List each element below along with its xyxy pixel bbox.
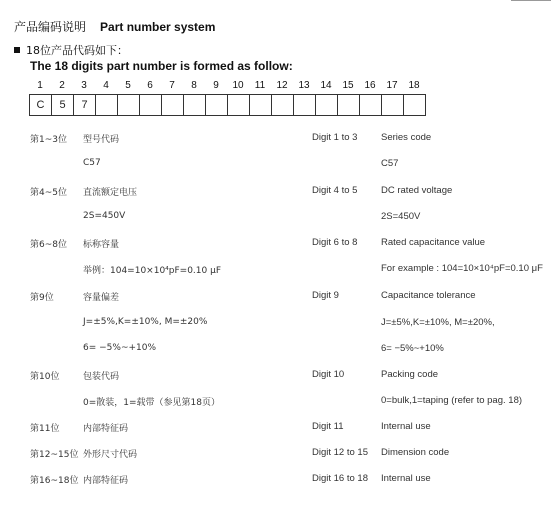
bullet-heading xyxy=(14,42,128,58)
digit-number: 1 xyxy=(37,80,43,91)
digit-cell xyxy=(338,95,360,115)
digit-cell xyxy=(140,95,162,115)
en-digit-description: Internal use xyxy=(381,473,431,484)
cn-digit-label: 第10位 xyxy=(30,372,60,382)
digit-cell xyxy=(228,95,250,115)
en-digit-value: For example : 104=10×10⁴pF=0.10 μF xyxy=(381,263,543,274)
en-digit-description: Series code xyxy=(381,132,432,143)
en-digit-label: Digit 1 to 3 xyxy=(312,132,358,143)
digit-number: 17 xyxy=(386,80,398,91)
cn-digit-label: 第11位 xyxy=(30,424,60,434)
digit-number: 8 xyxy=(191,80,197,91)
cn-digit-label: 第9位 xyxy=(30,293,54,303)
cn-digit-description: 外形尺寸代码 xyxy=(83,450,138,460)
cn-digit-description: 直流额定电压 xyxy=(83,188,138,198)
square-bullet-icon xyxy=(14,47,20,53)
digit-number: 12 xyxy=(276,80,288,91)
digit-number: 13 xyxy=(298,80,310,91)
digit-cell: C xyxy=(30,95,52,115)
en-digit-description: Capacitance tolerance xyxy=(381,290,476,301)
digit-number: 14 xyxy=(320,80,332,91)
en-digit-value: 6= −5%~+10% xyxy=(381,343,444,354)
digit-cell xyxy=(184,95,206,115)
en-digit-label: Digit 12 to 15 xyxy=(312,447,368,458)
cn-digit-value: 举例：104=10×10⁴pF=0.10 μF xyxy=(83,266,222,276)
digit-cell xyxy=(250,95,272,115)
digit-cell xyxy=(206,95,228,115)
title-en: Part number system xyxy=(100,20,216,34)
en-digit-description: Packing code xyxy=(381,369,439,380)
digit-cell xyxy=(404,95,425,115)
en-digit-label: Digit 9 xyxy=(312,290,339,301)
en-digit-label: Digit 16 to 18 xyxy=(312,473,368,484)
digit-number: 11 xyxy=(254,80,266,91)
digit-number: 16 xyxy=(364,80,376,91)
cn-digit-value: C57 xyxy=(83,158,101,168)
cn-digit-value: J=±5%,K=±10%, M=±20% xyxy=(83,317,208,327)
digit-number: 10 xyxy=(232,80,244,91)
digit-cell xyxy=(162,95,184,115)
digit-cell xyxy=(382,95,404,115)
part-number-grid xyxy=(29,94,426,116)
digit-number: 9 xyxy=(213,80,219,91)
digit-cell xyxy=(360,95,382,115)
cn-digit-value: 2S=450V xyxy=(83,211,126,221)
cn-digit-label: 第4~5位 xyxy=(30,188,67,198)
en-digit-value: 0=bulk,1=taping (refer to pag. 18) xyxy=(381,395,523,406)
digit-cell: 5 xyxy=(52,95,74,115)
cn-digit-description: 标称容量 xyxy=(83,240,120,250)
en-digit-description: Dimension code xyxy=(381,447,450,458)
en-digit-label: Digit 6 to 8 xyxy=(312,237,358,248)
digit-cell xyxy=(96,95,118,115)
cn-digit-label: 第6~8位 xyxy=(30,240,67,250)
digit-number: 3 xyxy=(81,80,87,91)
cn-digit-value: 0=散装，1=载带（参见第18页） xyxy=(83,398,220,408)
cn-digit-value: 6= −5%~+10% xyxy=(83,343,157,353)
cn-digit-description: 型号代码 xyxy=(83,135,120,145)
cn-digit-label: 第16~18位 xyxy=(30,476,79,486)
digit-number: 15 xyxy=(342,80,354,91)
digit-cell xyxy=(118,95,140,115)
en-digit-label: Digit 11 xyxy=(312,421,344,432)
en-digit-description: DC rated voltage xyxy=(381,185,453,196)
digit-cell xyxy=(316,95,338,115)
en-digit-value: 2S=450V xyxy=(381,211,421,222)
en-digit-label: Digit 4 to 5 xyxy=(312,185,358,196)
digit-number: 2 xyxy=(59,80,65,91)
digit-cell: 7 xyxy=(74,95,96,115)
cn-digit-label: 第12~15位 xyxy=(30,450,79,460)
digit-number: 6 xyxy=(147,80,153,91)
en-digit-value: C57 xyxy=(381,158,399,169)
subtitle: The 18 digits part number is formed as follow: xyxy=(30,59,293,73)
digit-number: 7 xyxy=(169,80,175,91)
digit-cell xyxy=(272,95,294,115)
cn-digit-description: 容量偏差 xyxy=(83,293,120,303)
digit-number: 18 xyxy=(408,80,420,91)
corner-rule xyxy=(511,0,551,3)
cn-digit-description: 包装代码 xyxy=(83,372,120,382)
cn-digit-description: 内部特征码 xyxy=(83,424,129,434)
en-digit-description: Rated capacitance value xyxy=(381,237,486,248)
en-digit-description: Internal use xyxy=(381,421,431,432)
digit-cell xyxy=(294,95,316,115)
digit-number: 4 xyxy=(103,80,109,91)
cn-digit-label: 第1~3位 xyxy=(30,135,67,145)
digit-number: 5 xyxy=(125,80,131,91)
en-digit-value: J=±5%,K=±10%, M=±20%, xyxy=(381,317,495,328)
title-cn: 产品编码说明 xyxy=(14,20,87,34)
en-digit-label: Digit 10 xyxy=(312,369,345,380)
bullet-text: 18位产品代码如下： xyxy=(26,44,128,57)
cn-digit-description: 内部特征码 xyxy=(83,476,129,486)
page-title xyxy=(14,18,215,35)
